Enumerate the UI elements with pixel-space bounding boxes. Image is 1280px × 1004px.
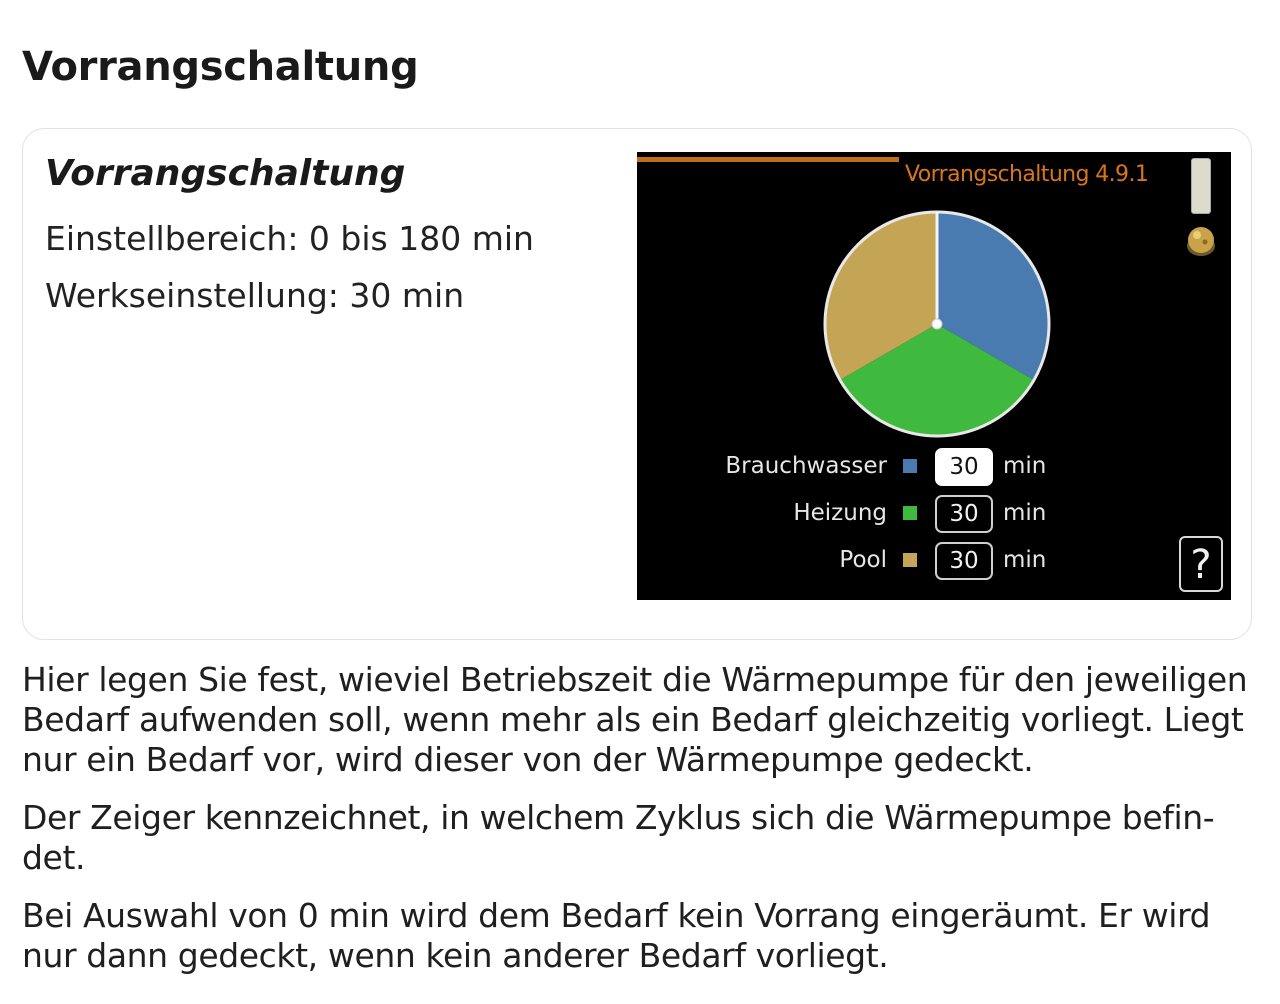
legend-swatch (903, 553, 917, 567)
unit-label: min (1003, 453, 1047, 479)
description-paragraph-3: Bei Auswahl von 0 min wird dem Bedarf kein Vorrang eingeräumt. Er wird nur dann gedeckt, wenn kein anderer Bedarf vorliegt. (22, 896, 1211, 975)
unit-label: min (1003, 547, 1047, 573)
menu-position-bar (637, 157, 899, 162)
knob-icon (1184, 224, 1218, 258)
legend-label: Brauchwasser (725, 453, 887, 479)
card-title: Vorrangschaltung (45, 153, 406, 194)
page-title: Vorrangschaltung (22, 44, 419, 90)
legend-label: Pool (839, 547, 887, 573)
time-value-field[interactable]: 30 (935, 495, 993, 533)
description-paragraph-2: Der Zeiger kennzeichnet, in welchem Zyklus sich die Wärmepumpe befin-det. (22, 798, 1215, 877)
time-value-field[interactable]: 30 (935, 448, 993, 486)
description-paragraph-1: Hier legen Sie fest, wieviel Betriebszeit die Wärmepumpe für den jeweiligen Bedarf aufwenden soll, wenn mehr als ein Bedarf gleichzeitig vorliegt. Liegt nur ein Bedarf vor, wird dieser von der Wärmepumpe gedeckt. (22, 660, 1248, 779)
legend-swatch (903, 506, 917, 520)
legend-swatch (903, 459, 917, 473)
info-card (22, 128, 1252, 640)
legend-row (637, 542, 1077, 582)
time-value-field[interactable]: 30 (935, 542, 993, 580)
pie-chart (817, 204, 1057, 444)
factory-setting: Werkseinstellung: 30 min (45, 276, 465, 315)
legend-row (637, 448, 1077, 488)
help-icon[interactable]: ? (1179, 536, 1223, 592)
legend-label: Heizung (793, 500, 887, 526)
scrollbar-icon (1191, 158, 1211, 214)
unit-label: min (1003, 500, 1047, 526)
pie-center-dot (932, 319, 942, 329)
device-screen (637, 152, 1231, 600)
legend-row (637, 495, 1077, 535)
menu-title: Vorrangschaltung 4.9.1 (905, 162, 1149, 187)
setting-range: Einstellbereich: 0 bis 180 min (45, 219, 534, 258)
